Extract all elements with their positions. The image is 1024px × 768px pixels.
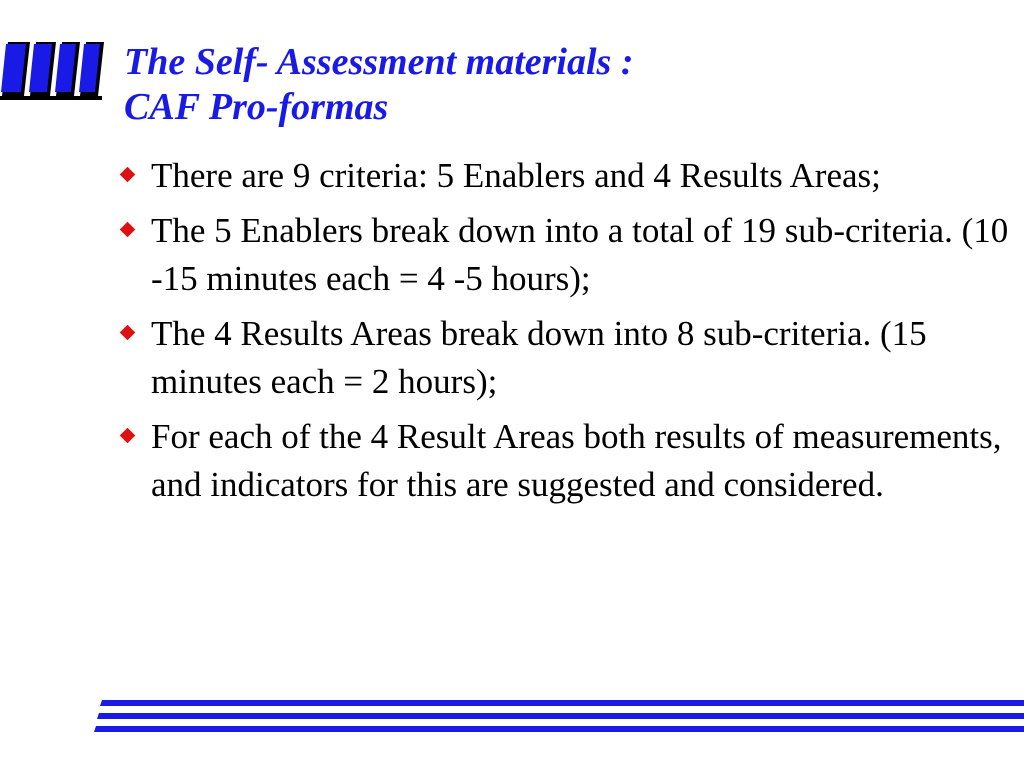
bullet-item (115, 310, 1015, 406)
bullet-item (115, 207, 1015, 303)
red-diamond-icon (120, 222, 136, 238)
footer-stripes-decoration (92, 698, 1024, 738)
bullet-item (115, 152, 1015, 200)
slide-title (124, 40, 1004, 130)
red-diamond-icon (120, 428, 136, 444)
title-line-2: CAF Pro-formas (124, 86, 389, 128)
bullet-text: There are 9 criteria: 5 Enablers and 4 Results Areas; (151, 156, 881, 195)
bullet-text: The 5 Enablers break down into a total of 19 sub-criteria. (10 -15 minutes each = 4 -5 hours); (151, 211, 1009, 298)
bullet-text: The 4 Results Areas break down into 8 sub-criteria. (15 minutes each = 2 hours); (151, 314, 927, 401)
bullet-text: For each of the 4 Result Areas both results of measurements, and indicators for this are suggested and considered. (151, 417, 1002, 504)
logo-bars-decoration (0, 42, 110, 102)
title-line-1: The Self- Assessment materials : (124, 41, 634, 83)
bullet-item (115, 413, 1015, 509)
red-diamond-icon (120, 325, 136, 341)
bullet-list (115, 152, 1015, 516)
red-diamond-icon (120, 167, 136, 183)
